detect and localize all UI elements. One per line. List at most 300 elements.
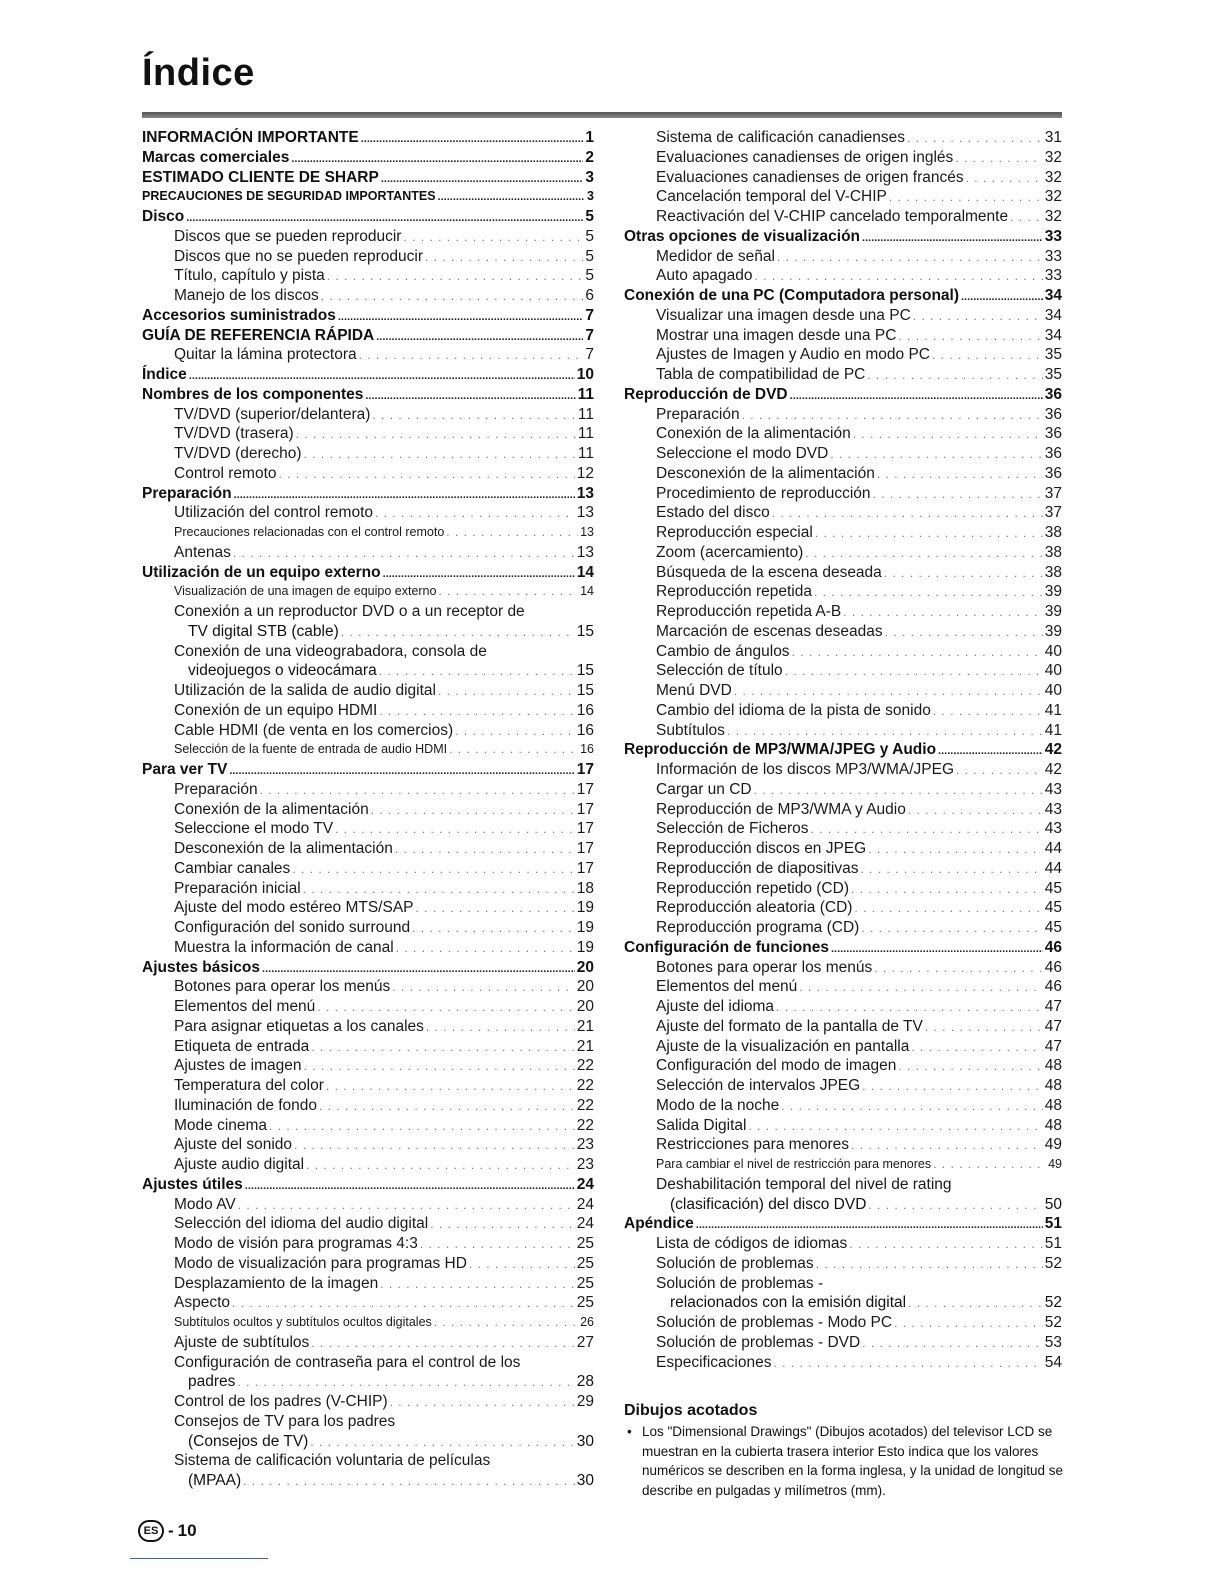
toc-entry-title: Para asignar etiquetas a los canales <box>174 1017 424 1035</box>
toc-entry-page: 37 <box>1044 484 1062 502</box>
toc-section-entry[interactable] <box>142 563 594 583</box>
toc-leader-dots <box>907 128 1043 148</box>
toc-entry-title: Ajustes de imagen <box>174 1057 302 1075</box>
toc-entry[interactable] <box>142 1155 594 1175</box>
toc-entry-title: Configuración del sonido surround <box>174 919 411 936</box>
toc-leader-dots <box>303 879 575 899</box>
toc-entry-page: 34 <box>1044 326 1062 344</box>
toc-entry-title: Selección de título <box>656 662 783 680</box>
toc-entry[interactable] <box>624 1155 1062 1175</box>
page-number-value: 10 <box>177 1521 197 1540</box>
toc-leader-dots <box>777 247 1043 267</box>
toc-entry[interactable] <box>142 839 594 859</box>
toc-entry-title: Mostrar una imagen desde una PC <box>656 326 897 344</box>
toc-entry-line: Conexión a un reproductor DVD o a un receptor de <box>174 603 525 620</box>
toc-entry[interactable] <box>142 918 594 938</box>
toc-entry-page: 3 <box>585 168 594 186</box>
toc-leader-dots <box>338 306 584 326</box>
title-rule <box>142 112 1062 118</box>
toc-entry[interactable] <box>142 622 594 642</box>
toc-section-entry[interactable] <box>142 187 594 207</box>
toc-entry[interactable] <box>624 898 1062 918</box>
toc-entry-title: Discos que se pueden reproducir <box>174 227 402 245</box>
toc-entry-title: Desplazamiento de la imagen <box>174 1274 379 1292</box>
toc-entry-page: 23 <box>576 1136 594 1154</box>
toc-entry[interactable] <box>624 1234 1062 1254</box>
toc-entry-page: 42 <box>1044 761 1062 778</box>
toc-entry-page: 21 <box>576 1037 594 1055</box>
toc-section-entry[interactable] <box>142 760 594 780</box>
toc-entry-title: Cambio de ángulos <box>656 642 790 660</box>
toc-entry-page: 45 <box>1044 879 1062 897</box>
toc-entry-page: 43 <box>1044 800 1062 818</box>
toc-entry[interactable] <box>142 345 594 365</box>
dibujos-text: Los "Dimensional Drawings" (Dibujos acotados) del televisor LCD se muestran en la cubierta trasera interior Esto indica que los valores numéricos se describen en la forma inglesa, y la unidad de longitud se describe en pulgadas y milímetros (mm). <box>642 1424 1063 1498</box>
toc-entry-title: Disco <box>142 208 185 225</box>
toc-entry-page: 33 <box>1044 247 1062 265</box>
toc-section-entry[interactable] <box>142 128 594 148</box>
toc-leader-dots <box>862 1076 1043 1096</box>
toc-entry-page: 5 <box>585 208 594 225</box>
toc-entry-title: Control remoto <box>174 464 277 482</box>
toc-entry-title: Medidor de señal <box>656 247 775 265</box>
toc-entry-page: 47 <box>1044 1017 1062 1035</box>
toc-entry[interactable] <box>624 464 1062 484</box>
toc-entry-title: Modo AV <box>174 1195 236 1213</box>
toc-entry[interactable] <box>142 938 594 958</box>
toc-entry-title: Modo de visualización para programas HD <box>174 1254 467 1272</box>
toc-entry[interactable] <box>142 661 594 681</box>
toc-entry-page: 26 <box>580 1315 594 1329</box>
toc-entry-page: 54 <box>1044 1353 1062 1371</box>
toc-entry[interactable] <box>142 286 594 306</box>
toc-leader-dots <box>938 740 1043 760</box>
toc-leader-dots <box>843 602 1042 622</box>
toc-entry[interactable] <box>142 266 594 286</box>
toc-leader-dots <box>371 800 575 820</box>
toc-entry[interactable] <box>624 1313 1062 1333</box>
toc-entry[interactable] <box>142 1056 594 1076</box>
toc-entry[interactable] <box>624 681 1062 701</box>
toc-entry[interactable] <box>624 1254 1062 1274</box>
toc-entry[interactable] <box>624 701 1062 721</box>
toc-entry-title: Título, capítulo y pista <box>174 267 325 285</box>
toc-leader-dots <box>772 503 1043 523</box>
toc-entry[interactable] <box>624 1056 1062 1076</box>
toc-entry[interactable] <box>624 247 1062 267</box>
toc-entry[interactable] <box>624 543 1062 563</box>
toc-entry-page: 44 <box>1044 840 1062 857</box>
toc-leader-dots <box>755 266 1043 286</box>
toc-entry[interactable] <box>624 1076 1062 1096</box>
toc-entry[interactable] <box>142 523 594 543</box>
toc-entry-page: 16 <box>576 721 594 739</box>
toc-section-entry[interactable] <box>142 484 594 504</box>
toc-entry[interactable] <box>142 1214 594 1234</box>
toc-entry[interactable] <box>142 1195 594 1215</box>
toc-entry[interactable] <box>142 721 594 741</box>
toc-entry[interactable] <box>624 503 1062 523</box>
toc-leader-dots <box>279 464 575 484</box>
toc-leader-dots <box>365 385 575 405</box>
toc-leader-dots <box>776 997 1043 1017</box>
toc-entry[interactable] <box>142 247 594 267</box>
toc-entry[interactable] <box>624 760 1062 780</box>
toc-entry[interactable] <box>624 1195 1062 1215</box>
toc-entry[interactable] <box>624 780 1062 800</box>
toc-section-entry[interactable] <box>624 740 1062 760</box>
toc-entry[interactable] <box>142 1293 594 1313</box>
toc-entry[interactable] <box>624 1116 1062 1136</box>
toc-leader-dots <box>237 1372 574 1392</box>
toc-entry[interactable] <box>624 365 1062 385</box>
toc-entry-page: 17 <box>576 859 594 877</box>
toc-entry-page: 17 <box>576 761 594 778</box>
toc-entry-page: 48 <box>1044 1096 1062 1114</box>
toc-entry[interactable] <box>142 503 594 523</box>
toc-entry-page: 17 <box>576 840 594 857</box>
toc-section-entry[interactable] <box>624 227 1062 247</box>
toc-entry[interactable] <box>624 207 1062 227</box>
toc-entry[interactable] <box>624 326 1062 346</box>
toc-entry-page: 37 <box>1044 504 1062 522</box>
toc-entry-line: Configuración de contraseña para el control de los <box>174 1353 521 1371</box>
toc-leader-dots <box>799 977 1042 997</box>
toc-entry-page: 25 <box>576 1254 594 1272</box>
toc-leader-dots <box>908 1293 1043 1313</box>
toc-entry-title: Ajuste del idioma <box>656 998 775 1015</box>
toc-leader-dots <box>395 839 575 859</box>
toc-section-entry[interactable] <box>624 938 1062 958</box>
toc-entry-title: Preparación <box>174 780 258 798</box>
toc-entry[interactable] <box>624 1353 1062 1373</box>
toc-entry-page: 22 <box>576 1057 594 1075</box>
toc-leader-dots <box>873 484 1043 504</box>
toc-section-entry[interactable] <box>142 148 594 168</box>
toc-entry-page: 13 <box>576 504 594 522</box>
toc-entry-line: Deshabilitación temporal del nivel de rating <box>656 1175 952 1193</box>
toc-leader-dots <box>317 997 574 1017</box>
toc-entry-page: 7 <box>585 306 594 324</box>
toc-entry-title: Ajuste audio digital <box>174 1156 305 1173</box>
toc-entry[interactable] <box>142 1372 594 1392</box>
toc-entry[interactable] <box>624 148 1062 168</box>
toc-entry-title: Sistema de calificación canadienses <box>656 129 905 146</box>
toc-entry[interactable] <box>624 602 1062 622</box>
toc-section-entry[interactable] <box>142 958 594 978</box>
toc-entry-page: 33 <box>1044 227 1062 245</box>
toc-entry-page: 27 <box>576 1333 594 1351</box>
toc-entry-page: 40 <box>1044 662 1062 680</box>
toc-entry-title: Iluminación de fondo <box>174 1096 318 1114</box>
toc-entry[interactable] <box>142 1135 594 1155</box>
toc-entry-page: 16 <box>576 701 594 719</box>
toc-entry[interactable] <box>624 523 1062 543</box>
toc-entry[interactable] <box>142 780 594 800</box>
toc-entry[interactable] <box>142 1254 594 1274</box>
toc-entry[interactable] <box>624 563 1062 583</box>
toc-entry[interactable] <box>142 819 594 839</box>
toc-leader-dots <box>229 760 574 780</box>
toc-entry-title: Solución de problemas - DVD <box>656 1333 861 1351</box>
toc-entry-page: 39 <box>1044 622 1062 640</box>
toc-entry[interactable] <box>142 1432 594 1452</box>
toc-entry-title: Otras opciones de visualización <box>624 227 861 245</box>
toc-leader-dots <box>376 326 583 346</box>
toc-entry-title: TV/DVD (trasera) <box>174 425 294 443</box>
toc-leader-dots <box>379 701 574 721</box>
toc-entry[interactable] <box>142 800 594 820</box>
toc-entry[interactable] <box>142 582 594 602</box>
toc-section-entry[interactable] <box>142 306 594 326</box>
toc-leader-dots <box>955 148 1042 168</box>
toc-entry[interactable] <box>142 424 594 444</box>
toc-leader-dots <box>233 543 575 563</box>
toc-leader-dots <box>238 1195 575 1215</box>
toc-entry[interactable] <box>624 582 1062 602</box>
toc-entry[interactable] <box>624 1135 1062 1155</box>
toc-leader-dots <box>321 286 584 306</box>
toc-entry[interactable] <box>624 997 1062 1017</box>
toc-section-entry[interactable] <box>142 168 594 188</box>
toc-entry[interactable] <box>142 879 594 899</box>
toc-entry-page: 52 <box>1044 1294 1062 1312</box>
toc-entry-page: 25 <box>576 1274 594 1292</box>
toc-entry[interactable] <box>142 1037 594 1057</box>
toc-section-entry[interactable] <box>624 1214 1062 1234</box>
toc-section-entry[interactable] <box>624 385 1062 405</box>
toc-entry[interactable] <box>624 800 1062 820</box>
toc-entry-title: Especificaciones <box>656 1353 772 1371</box>
toc-entry[interactable] <box>142 1274 594 1294</box>
toc-entry[interactable] <box>142 701 594 721</box>
toc-leader-dots <box>403 227 583 247</box>
toc-entry[interactable] <box>624 622 1062 642</box>
toc-section-entry[interactable] <box>142 326 594 346</box>
toc-entry[interactable] <box>624 266 1062 286</box>
toc-entry[interactable] <box>142 1313 594 1333</box>
toc-section-entry[interactable] <box>142 365 594 385</box>
toc-leader-dots <box>868 1195 1042 1215</box>
toc-entry[interactable] <box>624 128 1062 148</box>
toc-leader-dots <box>862 1333 1043 1353</box>
toc-entry[interactable] <box>142 1333 594 1353</box>
toc-section-entry[interactable] <box>142 1175 594 1195</box>
toc-entry-page: 40 <box>1044 642 1062 660</box>
toc-entry-title: Selección de intervalos JPEG <box>656 1077 861 1094</box>
toc-entry[interactable] <box>142 977 594 997</box>
toc-leader-dots <box>781 1096 1043 1116</box>
toc-entry[interactable] <box>142 1234 594 1254</box>
toc-entry[interactable] <box>624 1037 1062 1057</box>
toc-entry[interactable] <box>142 1392 594 1412</box>
toc-entry[interactable] <box>624 859 1062 879</box>
toc-entry-title: Para cambiar el nivel de restricción para menores <box>656 1157 932 1171</box>
toc-leader-dots <box>785 661 1043 681</box>
toc-leader-dots <box>469 1254 575 1274</box>
toc-entry[interactable] <box>624 918 1062 938</box>
toc-entry[interactable] <box>624 405 1062 425</box>
toc-entry-page: 31 <box>1044 129 1062 146</box>
toc-entry[interactable] <box>142 543 594 563</box>
toc-leader-dots <box>913 306 1043 326</box>
toc-entry-title: Modo de la noche <box>656 1096 780 1114</box>
toc-entry[interactable] <box>624 661 1062 681</box>
toc-leader-dots <box>381 168 584 188</box>
toc-entry-page: 35 <box>1044 366 1062 383</box>
toc-leader-dots <box>326 1076 575 1096</box>
toc-entry-title: (Consejos de TV) <box>188 1432 309 1450</box>
toc-entry-line: Conexión de una videograbadora, consola de <box>174 642 487 660</box>
toc-leader-dots <box>874 958 1042 978</box>
toc-entry-title: Configuración del modo de imagen <box>656 1057 897 1075</box>
toc-entry-page: 24 <box>576 1195 594 1213</box>
toc-entry-title: Evaluaciones canadienses de origen francés <box>656 168 964 186</box>
toc-entry-page: 10 <box>576 366 594 383</box>
toc-leader-dots <box>831 938 1043 958</box>
toc-entry[interactable] <box>624 1333 1062 1353</box>
toc-entry[interactable] <box>142 898 594 918</box>
toc-entry-page: 46 <box>1044 978 1062 996</box>
toc-entry[interactable] <box>624 424 1062 444</box>
toc-entry-title: (MPAA) <box>188 1472 242 1489</box>
toc-entry[interactable] <box>142 227 594 247</box>
toc-leader-dots <box>851 1135 1043 1155</box>
toc-leader-dots <box>867 365 1042 385</box>
toc-entry-title: Selección de la fuente de entrada de audio HDMI <box>174 742 448 757</box>
toc-entry[interactable] <box>624 839 1062 859</box>
toc-entry[interactable] <box>142 859 594 879</box>
toc-entry-page: 51 <box>1044 1215 1062 1233</box>
toc-entry[interactable] <box>624 1017 1062 1037</box>
toc-entry-title: Información de los discos MP3/WMA/JPEG <box>656 761 955 778</box>
toc-entry-page: 15 <box>576 622 594 640</box>
dibujos-note <box>624 1422 1064 1500</box>
toc-entry[interactable] <box>624 721 1062 741</box>
toc-leader-dots <box>849 1234 1042 1254</box>
toc-entry-title: Configuración de funciones <box>624 938 829 956</box>
toc-entry[interactable] <box>624 484 1062 504</box>
toc-leader-dots <box>961 286 1043 306</box>
toc-right-column <box>624 128 1062 1372</box>
toc-leader-dots <box>361 128 584 148</box>
toc-entry-title: Apéndice <box>624 1215 694 1233</box>
dibujos-heading: Dibujos acotados <box>624 1402 758 1419</box>
toc-entry-page: 11 <box>577 405 594 423</box>
toc-entry-page: 19 <box>576 919 594 936</box>
toc-leader-dots <box>734 681 1043 701</box>
toc-leader-dots <box>455 721 575 741</box>
toc-entry[interactable] <box>624 345 1062 365</box>
toc-section-entry[interactable] <box>624 286 1062 306</box>
toc-entry-title: Conexión de la alimentación <box>656 425 851 443</box>
toc-entry[interactable] <box>142 740 594 760</box>
toc-entry[interactable] <box>142 464 594 484</box>
toc-entry[interactable] <box>142 997 594 1017</box>
toc-entry[interactable] <box>142 444 594 464</box>
toc-entry[interactable] <box>624 168 1062 188</box>
toc-entry-page: 11 <box>577 385 594 403</box>
toc-leader-dots <box>372 405 575 425</box>
toc-entry-page: 38 <box>1044 563 1062 581</box>
toc-leader-dots <box>816 1254 1043 1274</box>
toc-entry-page: 17 <box>576 780 594 798</box>
toc-entry[interactable] <box>142 1076 594 1096</box>
toc-entry[interactable] <box>142 1116 594 1136</box>
toc-entry[interactable] <box>624 879 1062 899</box>
toc-entry[interactable] <box>624 444 1062 464</box>
toc-entry[interactable] <box>142 1471 594 1491</box>
toc-entry-line: Sistema de calificación voluntaria de películas <box>174 1452 491 1470</box>
language-badge-icon: ES <box>138 1520 164 1542</box>
toc-entry[interactable] <box>624 958 1062 978</box>
toc-entry-page: 41 <box>1044 721 1062 739</box>
toc-entry[interactable] <box>624 977 1062 997</box>
toc-entry-line: Consejos de TV para los padres <box>174 1412 396 1430</box>
toc-entry-page: 52 <box>1044 1314 1062 1331</box>
toc-entry[interactable] <box>142 1017 594 1037</box>
toc-entry[interactable] <box>624 306 1062 326</box>
toc-entry-title: Solución de problemas <box>656 1254 814 1272</box>
toc-leader-dots <box>868 839 1043 859</box>
toc-entry-title: padres <box>188 1373 236 1391</box>
toc-entry-title: Menú DVD <box>656 682 732 699</box>
toc-entry-title: Accesorios suministrados <box>142 306 336 324</box>
toc-entry-page: 25 <box>576 1294 594 1312</box>
toc-entry[interactable] <box>142 1096 594 1116</box>
toc-section-entry[interactable] <box>142 385 594 405</box>
toc-entry[interactable] <box>624 1293 1062 1313</box>
toc-section-entry[interactable] <box>142 207 594 227</box>
toc-leader-dots <box>392 977 574 997</box>
toc-entry-title: Auto apagado <box>656 267 753 285</box>
toc-leader-dots <box>303 444 575 464</box>
toc-entry-title: Aspecto <box>174 1294 231 1312</box>
toc-entry-page: 40 <box>1044 682 1062 699</box>
toc-entry-title: Cargar un CD <box>656 780 752 798</box>
toc-entry-page: 23 <box>576 1156 594 1173</box>
page-title: Índice <box>142 52 255 94</box>
toc-entry-title: Modo de visión para programas 4:3 <box>174 1235 418 1252</box>
toc-entry-page: 29 <box>576 1393 594 1410</box>
toc-entry[interactable] <box>142 405 594 425</box>
toc-entry-title: Etiqueta de entrada <box>174 1037 310 1055</box>
toc-leader-dots <box>269 1116 575 1136</box>
toc-entry[interactable] <box>142 681 594 701</box>
toc-leader-dots <box>438 582 578 602</box>
toc-leader-dots <box>862 227 1043 247</box>
toc-leader-dots <box>262 958 575 978</box>
toc-entry[interactable] <box>624 642 1062 662</box>
toc-leader-dots <box>877 464 1043 484</box>
toc-entry-title: Para ver TV <box>142 761 228 778</box>
toc-entry-title: Elementos del menú <box>656 978 798 996</box>
toc-leader-dots <box>805 543 1042 563</box>
toc-entry[interactable] <box>624 819 1062 839</box>
toc-entry-title: Muestra la información de canal <box>174 938 394 956</box>
toc-entry-title: relacionados con la emisión digital <box>670 1294 907 1312</box>
toc-entry-title: GUÍA DE REFERENCIA RÁPIDA <box>142 326 375 344</box>
toc-entry-title: Discos que no se pueden reproducir <box>174 247 424 265</box>
toc-entry-title: Reproducción de MP3/WMA/JPEG y Audio <box>624 741 937 759</box>
toc-entry-page: 15 <box>576 662 594 680</box>
toc-entry[interactable] <box>624 1096 1062 1116</box>
toc-entry-page: 21 <box>576 1017 594 1035</box>
toc-leader-dots <box>814 582 1043 602</box>
toc-entry-page: 49 <box>1048 1157 1062 1171</box>
toc-entry-page: 46 <box>1044 938 1062 956</box>
toc-entry[interactable] <box>624 187 1062 207</box>
